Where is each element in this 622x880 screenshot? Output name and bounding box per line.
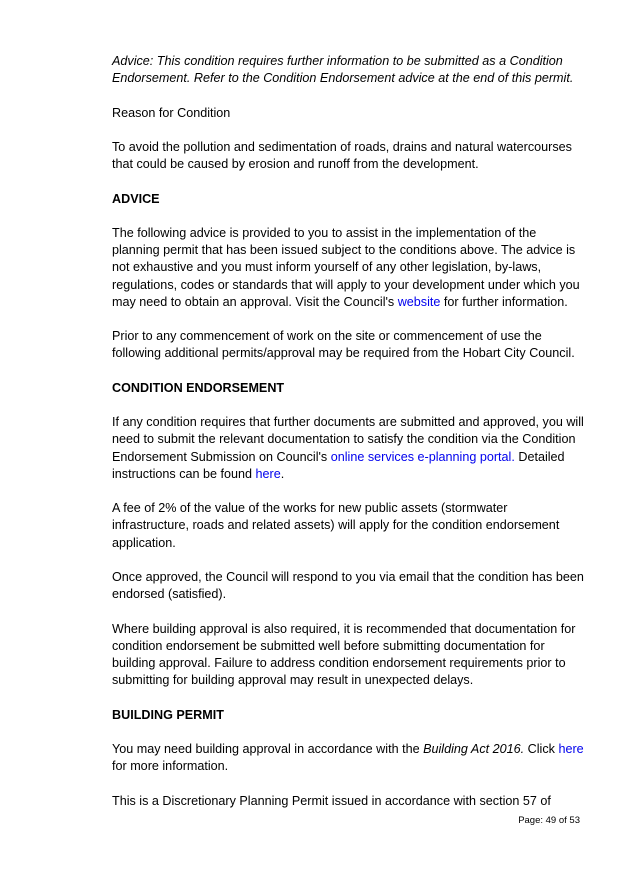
ce-paragraph-1-end: .	[280, 466, 285, 481]
document-page	[112, 53, 584, 827]
e-planning-portal-link[interactable]: online services e-planning portal.	[330, 449, 515, 464]
advice-paragraph-1	[112, 225, 584, 311]
ce-paragraph-1-middle: Detailed instructions can be found	[112, 449, 565, 481]
building-info-here-link[interactable]: here	[558, 741, 584, 756]
advice-note: Advice: This condition requires further information to be submitted as a Condition Endorsement. Refer to the Condition Endorsement advice at the end of this permit.	[112, 54, 574, 86]
condition-endorsement-paragraph-1	[112, 414, 584, 483]
bp-paragraph-1-text: You may need building approval in accordance with the	[112, 741, 424, 756]
condition-endorsement-paragraph-3: Once approved, the Council will respond to you via email that the condition has been endorsed (satisfied).	[112, 569, 584, 602]
building-permit-paragraph-1	[112, 741, 584, 775]
page-number: Page: 49 of 53	[518, 815, 580, 826]
condition-endorsement-paragraph-2: A fee of 2% of the value of the works for new public assets (stormwater infrastructure, roads and related assets) will apply for the condition endorsement application.	[112, 501, 560, 550]
advice-heading: ADVICE	[112, 191, 160, 206]
advice-paragraph-2: Prior to any commencement of work on the site or commencement of use the following additional permits/approval may be required from the Hobart City Council.	[112, 329, 575, 361]
condition-endorsement-paragraph-4: Where building approval is also required, it is recommended that documentation for condition endorsement be submitted well before submitting documentation for building approval. Failure to address condition endorsement requirements prior to submitting for building approval may result in unexpected delays.	[112, 621, 576, 688]
website-link[interactable]: website	[397, 294, 441, 309]
building-act-title: Building Act 2016.	[423, 741, 525, 756]
advice-paragraph-1-text: The following advice is provided to you to assist in the implementation of the planning permit that has been issued subject to the conditions above. The advice is not exhaustive and you must inform yourself of any other legislation, by-laws, regulations, codes or standards that will apply to your development under which you may need to obtain an approval. Visit the Council's	[112, 225, 580, 309]
bp-paragraph-1-end: for more information.	[112, 759, 229, 774]
condition-endorsement-heading: CONDITION ENDORSEMENT	[112, 380, 285, 395]
building-permit-paragraph-2: This is a Discretionary Planning Permit issued in accordance with section 57 of	[112, 793, 551, 808]
building-permit-heading: BUILDING PERMIT	[112, 707, 224, 722]
instructions-here-link[interactable]: here	[255, 466, 281, 481]
bp-paragraph-1-middle: Click	[524, 741, 559, 756]
ce-paragraph-1-text: If any condition requires that further documents are submitted and approved, you will need to submit the relevant documentation to satisfy the condition via the Condition Endorsement Submission on Council's	[112, 415, 584, 464]
reason-text: To avoid the pollution and sedimentation of roads, drains and natural watercourses that could be caused by erosion and runoff from the development.	[112, 139, 572, 172]
advice-paragraph-1-end: for further information.	[440, 294, 568, 309]
reason-heading: Reason for Condition	[112, 105, 231, 120]
